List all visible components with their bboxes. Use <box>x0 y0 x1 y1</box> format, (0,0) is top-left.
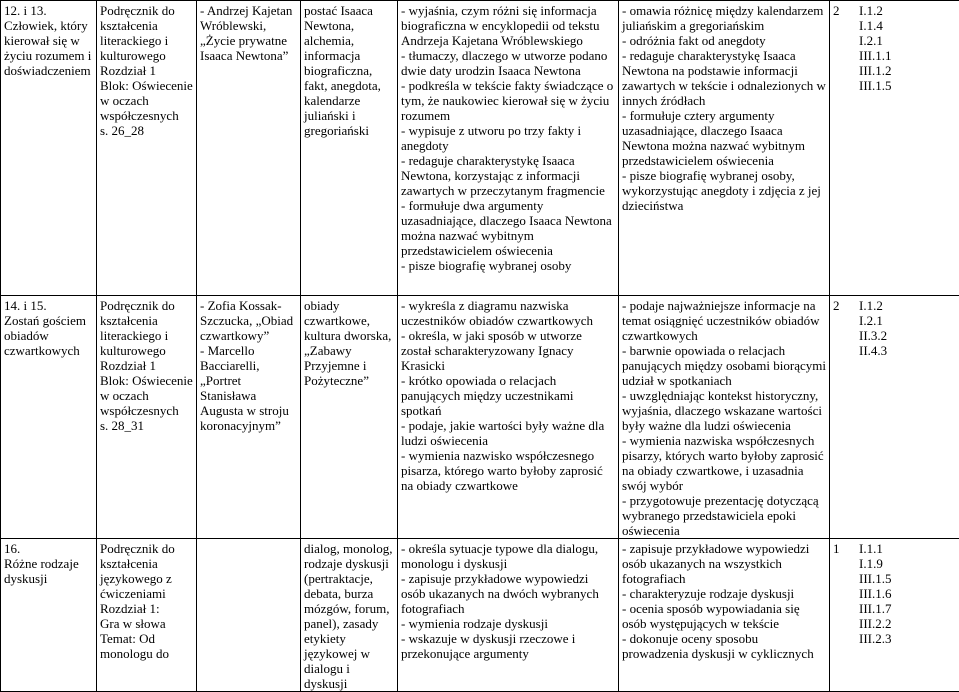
basic-requirements-cell <box>398 1 619 296</box>
textbook-source-cell-line: Gra w słowa <box>100 616 193 631</box>
curriculum-code: I.1.2 <box>859 298 887 313</box>
texts-cell <box>197 1 301 296</box>
textbook-source-cell <box>97 296 197 539</box>
textbook-source-cell-line: Temat: Od monologu do <box>100 631 193 661</box>
basic-requirements-cell-line: - wyjaśnia, czym różni się informacja biograficzna w encyklopedii od tekstu Andrzeja Kajetana Wróblewskiego <box>401 3 615 48</box>
curriculum-code: III.1.5 <box>859 78 892 93</box>
extended-requirements-cell-line: - formułuje cztery argumenty uzasadniające, dlaczego Isaaca Newtona można nazwać wybitnym przedstawicielem oświecenia <box>622 108 826 168</box>
extended-requirements-cell-line: - odróżnia fakt od anegdoty <box>622 33 826 48</box>
textbook-source-cell <box>97 539 197 692</box>
lesson-topic-cell-line: 16. <box>4 541 93 556</box>
textbook-source-cell-line: s. 28_31 <box>100 418 193 433</box>
extended-requirements-cell-line: - barwnie opowiada o relacjach panujących między osobami biorącymi udział w spotkaniach <box>622 343 826 388</box>
basic-requirements-cell-line: - wskazuje w dyskusji rzeczowe i przekonujące argumenty <box>401 631 615 661</box>
extended-requirements-cell <box>619 1 830 296</box>
lesson-topic-cell-line: 14. i 15. <box>4 298 93 313</box>
extended-requirements-cell-line: - ocenia sposób wypowiadania się osób występujących w tekście <box>622 601 826 631</box>
textbook-source-cell-line: Rozdział 1: <box>100 601 193 616</box>
curriculum-code: III.1.7 <box>859 601 892 616</box>
extended-requirements-cell-line: - dokonuje oceny sposobu prowadzenia dyskusji w cyklicznych <box>622 631 826 661</box>
texts-cell <box>197 539 301 692</box>
hours-count: 2 <box>833 298 853 358</box>
textbook-source-cell-line: Blok: Oświecenie w oczach współczesnych <box>100 373 193 418</box>
basic-requirements-cell-line: - określa sytuacje typowe dla dialogu, monologu i dyskusji <box>401 541 615 571</box>
textbook-source-cell-line: Podręcznik do kształcenia literackiego i kulturowego <box>100 298 193 358</box>
curriculum-code: I.1.4 <box>859 18 892 33</box>
basic-requirements-cell-line: - zapisuje przykładowe wypowiedzi osób ukazanych na dwóch wybranych fotografiach <box>401 571 615 616</box>
curriculum-code: III.1.6 <box>859 586 892 601</box>
curriculum-codes <box>859 541 892 646</box>
hours-count: 1 <box>833 541 853 646</box>
concepts-cell-line: obiady czwartkowe, kultura dworska, „Zabawy Przyjemne i Pożyteczne” <box>304 298 394 388</box>
hours-count: 2 <box>833 3 853 93</box>
texts-cell-line: - Andrzej Kajetan Wróblewski, „Życie prywatne Isaaca Newtona” <box>200 3 297 63</box>
textbook-source-cell-line: Podręcznik do kształcenia literackiego i kulturowego <box>100 3 193 63</box>
table-row <box>1 296 959 539</box>
basic-requirements-cell <box>398 539 619 692</box>
concepts-cell-line: dialog, monolog, rodzaje dyskusji (pertraktacje, debata, burza mózgów, forum, panel), zasady etykiety językowej w dialogu i dyskusji <box>304 541 394 691</box>
textbook-source-cell-line: Rozdział 1 <box>100 358 193 373</box>
basic-requirements-cell-line: - krótko opowiada o relacjach panujących między uczestnikami spotkań <box>401 373 615 418</box>
extended-requirements-cell-line: - pisze biografię wybranej osoby, wykorzystując anegdoty i zdjęcia z jej dzieciństwa <box>622 168 826 213</box>
basic-requirements-cell-line: - określa, w jaki sposób w utworze został scharakteryzowany Ignacy Krasicki <box>401 328 615 373</box>
extended-requirements-cell-line: - uwzględniając kontekst historyczny, wyjaśnia, dlaczego wskazane wartości były ważne dla ludzi oświecenia <box>622 388 826 433</box>
textbook-source-cell-line: Podręcznik do kształcenia językowego z ćwiczeniami <box>100 541 193 601</box>
texts-cell-line: - Marcello Bacciarelli, „Portret Stanisława Augusta w stroju koronacyjnym” <box>200 343 297 433</box>
lesson-topic-cell <box>1 1 97 296</box>
lesson-topic-cell <box>1 296 97 539</box>
extended-requirements-cell-line: - wymienia nazwiska współczesnych pisarzy, których warto byłoby zaprosić na obiady czwartkowe, i uzasadnia swój wybór <box>622 433 826 493</box>
basic-requirements-cell-line: - wymienia nazwisko współczesnego pisarza, którego warto byłoby zaprosić na obiady czwartkowe <box>401 448 615 493</box>
curriculum-code: I.2.1 <box>859 33 892 48</box>
texts-cell <box>197 296 301 539</box>
hours-codes-cell <box>830 1 959 296</box>
textbook-source-cell-line: Blok: Oświecenie w oczach współczesnych <box>100 78 193 123</box>
curriculum-code: I.2.1 <box>859 313 887 328</box>
basic-requirements-cell-line: - podaje, jakie wartości były ważne dla ludzi oświecenia <box>401 418 615 448</box>
lesson-topic-cell-line: Różne rodzaje dyskusji <box>4 556 93 586</box>
lesson-topic-cell <box>1 539 97 692</box>
basic-requirements-cell <box>398 296 619 539</box>
curriculum-codes <box>859 298 887 358</box>
curriculum-code: I.1.2 <box>859 3 892 18</box>
extended-requirements-cell <box>619 539 830 692</box>
concepts-cell-line: postać Isaaca Newtona, alchemia, informacja biograficzna, fakt, anegdota, kalendarze juliański i gregoriański <box>304 3 394 138</box>
extended-requirements-cell-line: - redaguje charakterystykę Isaaca Newtona na podstawie informacji zawartych w tekście i odnalezionych w innych źródłach <box>622 48 826 108</box>
basic-requirements-cell-line: - formułuje dwa argumenty uzasadniające, dlaczego Isaaca Newtona można nazwać wybitnym przedstawicielem oświecenia <box>401 198 615 258</box>
textbook-source-cell <box>97 1 197 296</box>
hours-codes-cell <box>830 296 959 539</box>
curriculum-code: III.2.2 <box>859 616 892 631</box>
basic-requirements-cell-line: - podkreśla w tekście fakty świadczące o tym, że naukowiec kierował się w życiu rozumem <box>401 78 615 123</box>
concepts-cell <box>301 1 398 296</box>
curriculum-code: III.2.3 <box>859 631 892 646</box>
curriculum-code: III.1.2 <box>859 63 892 78</box>
extended-requirements-cell-line: - charakteryzuje rodzaje dyskusji <box>622 586 826 601</box>
lesson-topic-cell-line: Zostań gościem obiadów czwartkowych <box>4 313 93 358</box>
lesson-topic-cell-line: Człowiek, który kierował się w życiu rozumem i doświadczeniem <box>4 18 93 78</box>
curriculum-codes <box>859 3 892 93</box>
concepts-cell <box>301 539 398 692</box>
basic-requirements-cell-line: - tłumaczy, dlaczego w utworze podano dwie daty urodzin Isaaca Newtona <box>401 48 615 78</box>
basic-requirements-cell-line: - redaguje charakterystykę Isaaca Newtona, korzystając z informacji zawartych w przeczytanym fragmencie <box>401 153 615 198</box>
curriculum-code: II.3.2 <box>859 328 887 343</box>
table-row <box>1 1 959 296</box>
curriculum-code: I.1.9 <box>859 556 892 571</box>
curriculum-code: II.4.3 <box>859 343 887 358</box>
extended-requirements-cell-line: - podaje najważniejsze informacje na temat osiągnięć uczestników obiadów czwartkowych <box>622 298 826 343</box>
curriculum-code: I.1.1 <box>859 541 892 556</box>
textbook-source-cell-line: s. 26_28 <box>100 123 193 138</box>
basic-requirements-cell-line: - wykreśla z diagramu nazwiska uczestników obiadów czwartkowych <box>401 298 615 328</box>
extended-requirements-cell-line: - zapisuje przykładowe wypowiedzi osób ukazanych na wszystkich fotografiach <box>622 541 826 586</box>
extended-requirements-cell-line: - omawia różnicę między kalendarzem juliańskim a gregoriańskim <box>622 3 826 33</box>
hours-codes-cell <box>830 539 959 692</box>
extended-requirements-cell <box>619 296 830 539</box>
curriculum-code: III.1.5 <box>859 571 892 586</box>
textbook-source-cell-line: Rozdział 1 <box>100 63 193 78</box>
table-row <box>1 539 959 692</box>
texts-cell-line: - Zofia Kossak-Szczucka, „Obiad czwartkowy” <box>200 298 297 343</box>
lesson-topic-cell-line: 12. i 13. <box>4 3 93 18</box>
basic-requirements-cell-line: - pisze biografię wybranej osoby <box>401 258 615 273</box>
curriculum-code: III.1.1 <box>859 48 892 63</box>
extended-requirements-cell-line: - przygotowuje prezentację dotyczącą wybranego przedstawiciela epoki oświecenia <box>622 493 826 538</box>
basic-requirements-cell-line: - wymienia rodzaje dyskusji <box>401 616 615 631</box>
concepts-cell <box>301 296 398 539</box>
basic-requirements-cell-line: - wypisuje z utworu po trzy fakty i anegdoty <box>401 123 615 153</box>
